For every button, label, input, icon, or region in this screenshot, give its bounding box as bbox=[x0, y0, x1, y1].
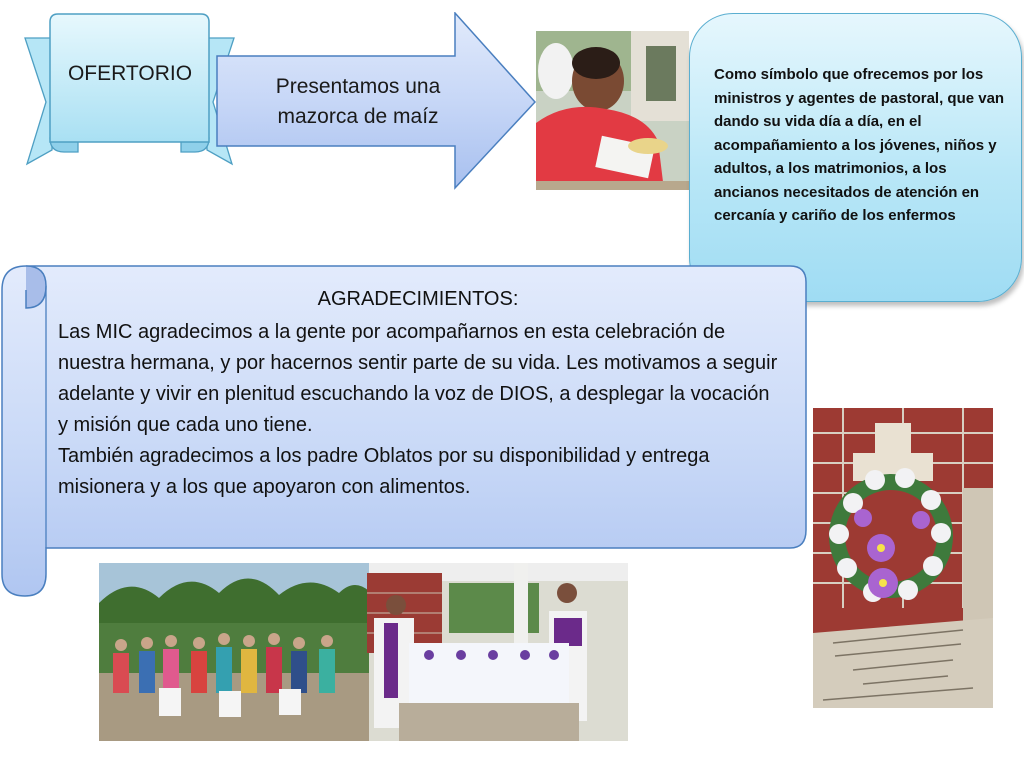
ofertorio-label: OFERTORIO bbox=[67, 62, 193, 85]
agradecimientos-body bbox=[58, 317, 778, 503]
ofertorio-ribbon bbox=[22, 10, 237, 170]
callout-text: Como símbolo que ofrecemos por los ministros y agentes de pastoral, que van dando su vida día a día, en el acompañamiento a los jóvenes, niños y adultos, a los matrimonios, a los ancianos necesitados de atención en cercanía y cariño de los enfermos bbox=[714, 66, 1005, 224]
tomb-wreath-photo bbox=[813, 408, 993, 708]
agradecimientos-title: AGRADECIMIENTOS: bbox=[317, 288, 519, 310]
woman-offering-photo bbox=[536, 31, 689, 190]
thanks-paragraph-oblatos: También agradecimos a los padre Oblatos por su disponibilidad y entrega misionera y a los que apoyaron con alimentos. bbox=[58, 445, 710, 498]
arrow-text: Presentamos una mazorca de maíz bbox=[275, 75, 441, 128]
outdoor-mass-photo bbox=[99, 563, 628, 741]
thanks-paragraph-people: Las MIC agradecimos a la gente por acompañarnos en esta celebración de nuestra hermana, y por hacernos sentir parte de su vida. Les motivamos a seguir adelante y vivir en plenitud escuchando la voz de DIOS, a desplegar la vocación y misión que cada uno tiene. bbox=[58, 321, 778, 436]
